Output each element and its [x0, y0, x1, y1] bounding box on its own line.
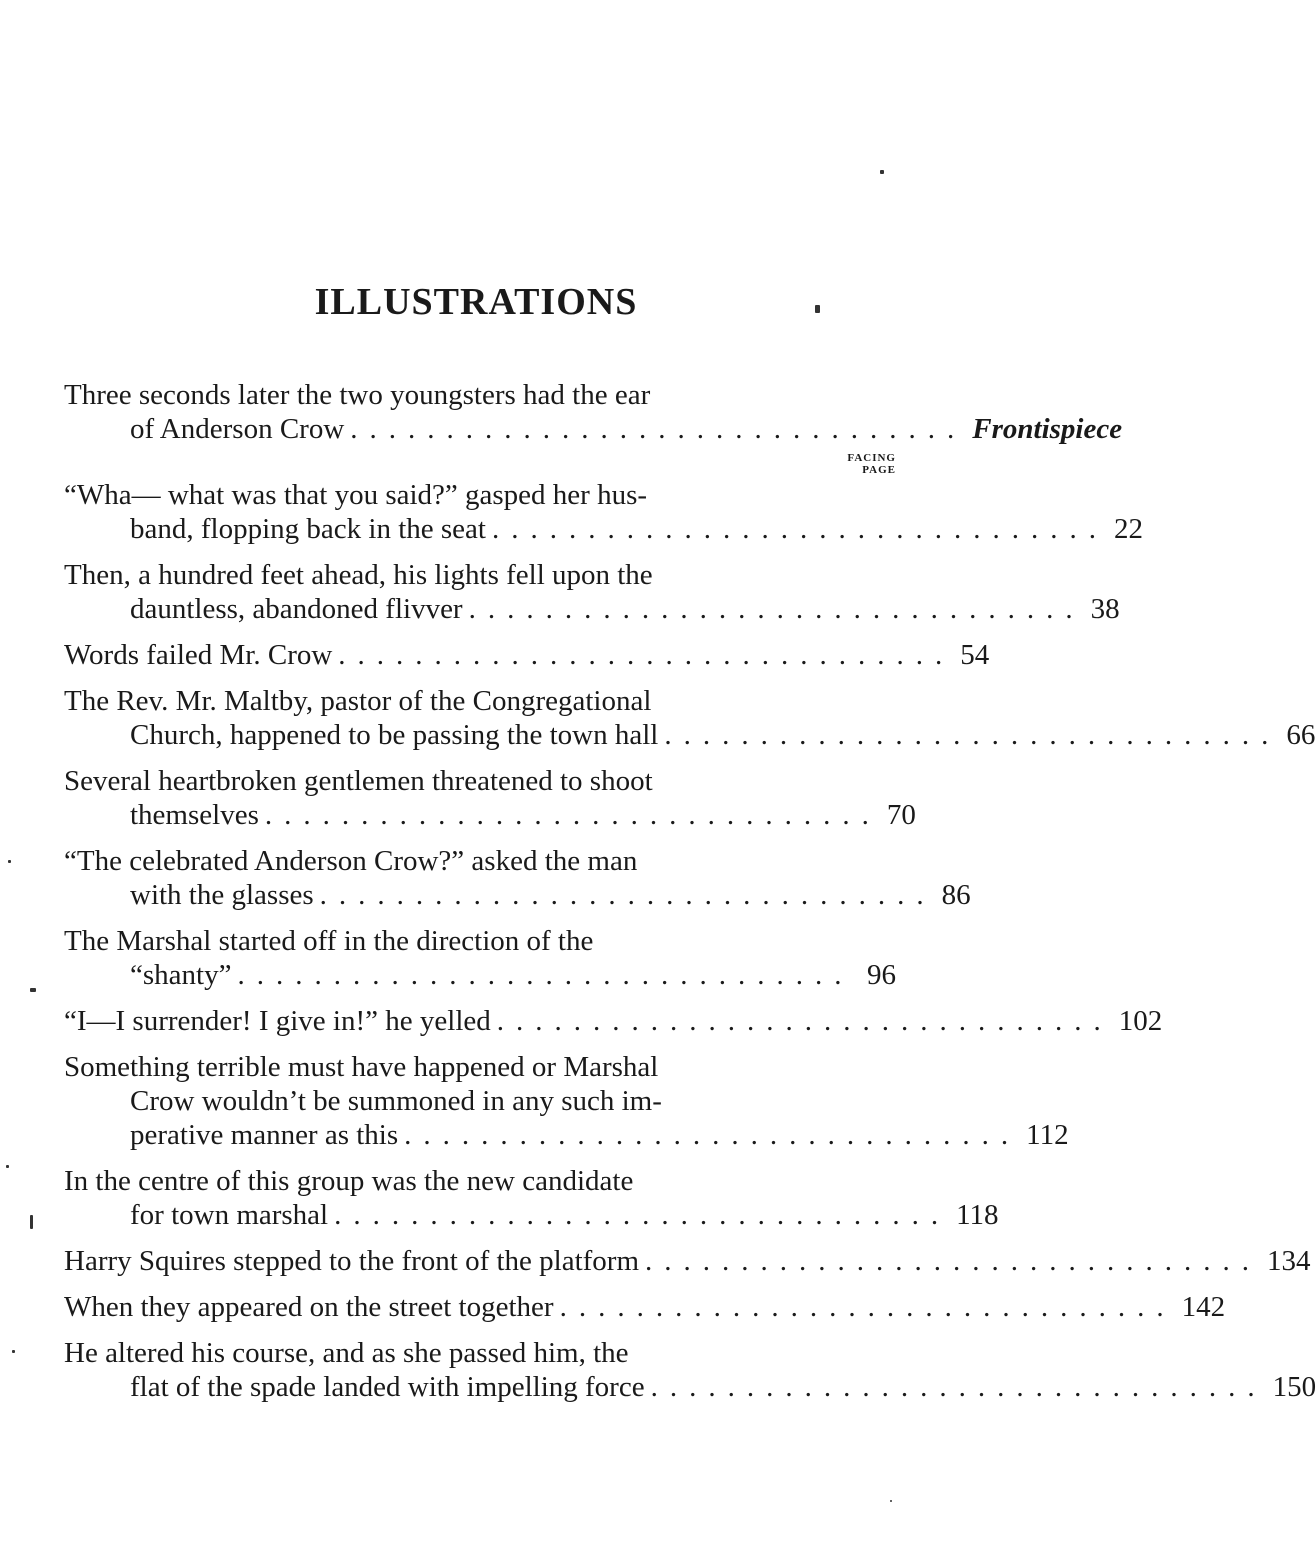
page-number: 38: [1090, 593, 1120, 625]
scan-speck: [30, 1215, 33, 1229]
caption-line: [64, 1050, 896, 1084]
caption-line: [64, 1164, 896, 1198]
caption-text: perative manner as this: [130, 1119, 399, 1151]
page-number: Frontispiece: [972, 413, 1123, 445]
caption-line: [64, 924, 896, 958]
dot-leader: ................................: [650, 1371, 1267, 1403]
page-number: 150: [1272, 1371, 1316, 1403]
dot-leader: ................................: [404, 1119, 1021, 1151]
caption-line: [64, 718, 1316, 752]
caption-text: dauntless, abandoned flivver: [130, 593, 463, 625]
caption-line: [64, 478, 896, 512]
illustration-entry: [64, 924, 896, 992]
caption-text: “shanty”: [130, 959, 232, 991]
scan-speck: [6, 1165, 9, 1168]
caption-text: Church, happened to be passing the town hall: [130, 719, 659, 751]
caption-text: “Wha— what was that you said?” gasped her hus-: [64, 479, 648, 511]
caption-text: Something terrible must have happened or Marshal: [64, 1051, 659, 1083]
caption-text: “The celebrated Anderson Crow?” asked the man: [64, 845, 638, 877]
caption-text: When they appeared on the street together: [64, 1291, 554, 1323]
page-number: 54: [960, 639, 990, 671]
caption-line: [64, 512, 1143, 546]
caption-text: The Marshal started off in the direction of the: [64, 925, 594, 957]
illustration-entry: [64, 558, 1120, 626]
illustration-entry: [64, 684, 1316, 752]
caption-line: [64, 684, 896, 718]
illustration-entry: [64, 1336, 1316, 1404]
illustrations-list: [64, 378, 1316, 1416]
illustration-entry: [64, 638, 990, 672]
dot-leader: ................................: [319, 879, 936, 911]
caption-line: [64, 412, 1123, 446]
dot-leader: ................................: [645, 1245, 1262, 1277]
caption-line: [64, 592, 1120, 626]
caption-text: Harry Squires stepped to the front of the platform: [64, 1245, 640, 1277]
scan-speck: [815, 305, 820, 313]
dot-leader: ................................: [334, 1199, 951, 1231]
caption-line: [64, 958, 896, 992]
caption-line: [64, 1198, 999, 1232]
caption-text: Several heartbroken gentlemen threatened to shoot: [64, 765, 653, 797]
dot-leader: ................................: [664, 719, 1281, 751]
caption-text: The Rev. Mr. Maltby, pastor of the Congregational: [64, 685, 652, 717]
page-number: 70: [886, 799, 916, 831]
caption-text: Crow wouldn’t be summoned in any such im-: [130, 1085, 662, 1117]
caption-text: themselves: [130, 799, 259, 831]
caption-line: [64, 1370, 1316, 1404]
dot-leader: ................................: [338, 639, 955, 671]
caption-text: flat of the spade landed with impelling force: [130, 1371, 645, 1403]
caption-line: [64, 1004, 1163, 1038]
page-number: 96: [867, 959, 896, 991]
caption-text: for town marshal: [130, 1199, 329, 1231]
facing-page-label: PAGE: [862, 464, 896, 476]
caption-line: [64, 844, 896, 878]
illustration-entry: [64, 1050, 1069, 1152]
caption-text: Three seconds later the two youngsters had the ear: [64, 379, 651, 411]
dot-leader: ................................: [559, 1291, 1176, 1323]
page-number: 66: [1286, 719, 1316, 751]
dot-leader: ................................: [350, 413, 967, 445]
caption-line: [64, 1336, 896, 1370]
caption-text: Then, a hundred feet ahead, his lights fell upon the: [64, 559, 653, 591]
caption-text: In the centre of this group was the new candidate: [64, 1165, 634, 1197]
scan-speck: [880, 170, 884, 174]
page-number: 142: [1181, 1291, 1226, 1323]
caption-text: with the glasses: [130, 879, 314, 911]
caption-line: [64, 558, 896, 592]
caption-line: [64, 798, 916, 832]
illustration-entry: [64, 378, 1123, 446]
page-number: 134: [1267, 1245, 1311, 1277]
illustration-entry: [64, 764, 916, 832]
page-number: 112: [1026, 1119, 1069, 1151]
page-number: 22: [1113, 513, 1143, 545]
illustration-entry: [64, 1004, 1163, 1038]
caption-text: He altered his course, and as she passed him, the: [64, 1337, 629, 1369]
caption-line: [64, 1290, 1226, 1324]
dot-leader: ................................: [264, 799, 881, 831]
caption-line: [64, 1084, 896, 1118]
facing-page-header: [64, 452, 896, 476]
dot-leader: ................................: [237, 959, 854, 991]
dot-leader: ................................: [496, 1005, 1113, 1037]
page-number: 118: [956, 1199, 999, 1231]
caption-line: [64, 1244, 1311, 1278]
scan-speck: [890, 1500, 892, 1502]
illustration-entry: [64, 478, 1143, 546]
illustration-entry: [64, 844, 971, 912]
caption-text: of Anderson Crow: [130, 413, 345, 445]
illustration-entry: [64, 1244, 1311, 1278]
illustration-entry: [64, 1164, 999, 1232]
caption-line: [64, 378, 896, 412]
scan-speck: [12, 1350, 15, 1353]
page-number: 86: [941, 879, 971, 911]
illustration-entry: [64, 1290, 1226, 1324]
caption-text: “I—I surrender! I give in!” he yelled: [64, 1005, 491, 1037]
caption-text: band, flopping back in the seat: [130, 513, 486, 545]
page-title: ILLUSTRATIONS: [314, 281, 638, 323]
page-number: 102: [1118, 1005, 1163, 1037]
caption-line: [64, 1118, 1069, 1152]
dot-leader: ................................: [468, 593, 1085, 625]
caption-line: [64, 878, 971, 912]
caption-line: [64, 764, 896, 798]
scan-speck: [30, 988, 36, 992]
dot-leader: ................................: [491, 513, 1108, 545]
caption-text: Words failed Mr. Crow: [64, 639, 333, 671]
facing-page-label: FACING: [847, 452, 896, 464]
scan-speck: [8, 860, 11, 863]
caption-line: [64, 638, 990, 672]
